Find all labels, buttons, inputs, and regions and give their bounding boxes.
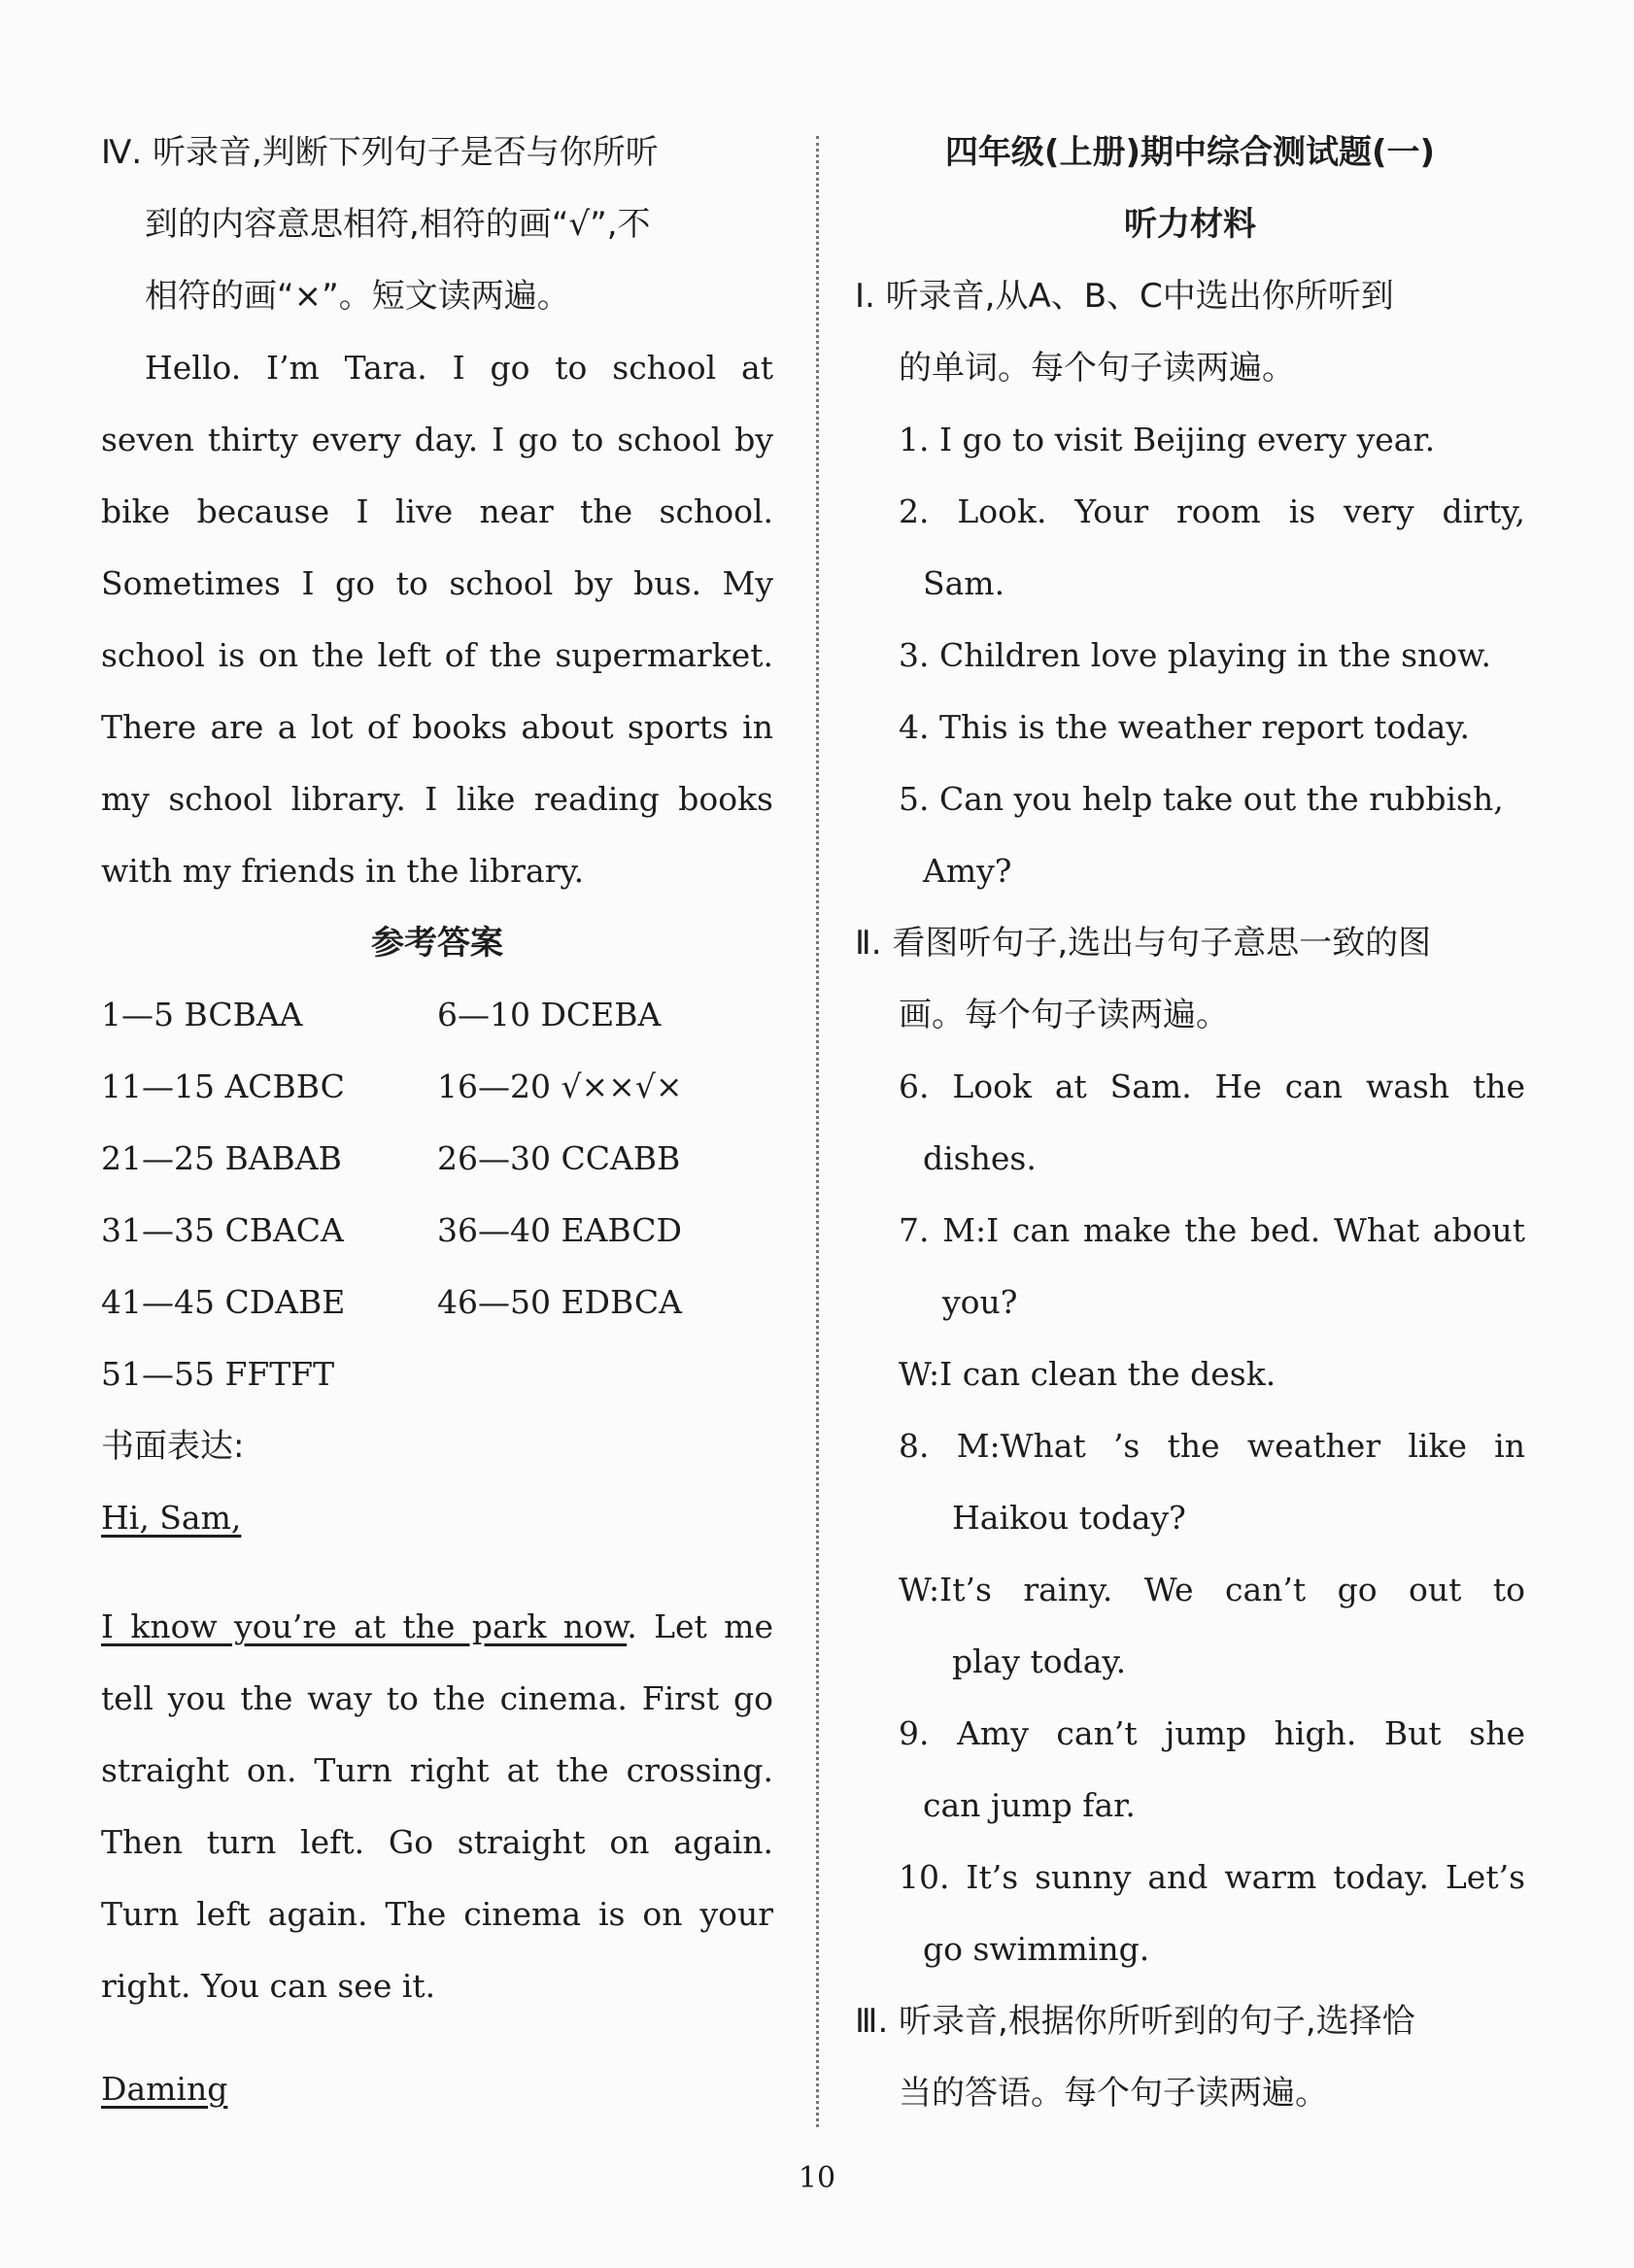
passage-line: my school library. I like reading books (101, 780, 773, 818)
answer-cell: 16—20 √××√× (437, 1067, 683, 1105)
section4-instruction: 相符的画“×”。短文读两遍。 (145, 277, 570, 316)
letter-line: Then turn left. Go straight on again. (101, 1823, 773, 1861)
letter-underlined-phrase: I know you’re at the park now (101, 1608, 628, 1645)
listening-item-cont: Sam. (923, 564, 1005, 602)
spacer (101, 1554, 773, 1591)
passage-line: Hello. I’m Tara. I go to school at (145, 349, 773, 387)
letter-line: tell you the way to the cinema. First go (101, 1679, 773, 1717)
answer-row (101, 1338, 773, 1410)
listening-item: 4. This is the weather report today. (899, 708, 1470, 746)
passage-line: Sometimes I go to school by bus. My (101, 564, 773, 602)
section2-instruction: Ⅱ. 看图听句子,选出与句子意思一致的图 (855, 924, 1432, 963)
listening-item-cont: you? (942, 1283, 1018, 1321)
listening-item: 7. M:I can make the bed. What about (899, 1211, 1525, 1249)
letter-line: Turn left again. The cinema is on your (101, 1895, 773, 1933)
greeting-line (101, 1482, 773, 1554)
answer-cell: 6—10 DCEBA (437, 996, 662, 1033)
answer-cell: 11—15 ACBBC (101, 1067, 345, 1105)
answer-row (101, 1267, 773, 1338)
answer-cell: 31—35 CBACA (101, 1211, 344, 1249)
section2-instruction: 画。每个句子读两遍。 (899, 996, 1229, 1034)
test-title: 四年级(上册)期中综合测试题(一) (944, 133, 1436, 172)
letter-line (101, 1591, 773, 1663)
writing-label: 书面表达: (101, 1427, 245, 1466)
spacer (101, 2022, 773, 2053)
listening-item: 5. Can you help take out the rubbish, (899, 780, 1504, 818)
listening-item: 3. Children love playing in the snow. (899, 636, 1491, 674)
answer-cell: 1—5 BCBAA (101, 996, 303, 1033)
column-divider (816, 136, 819, 2127)
section1-instruction: Ⅰ. 听录音,从A、B、C中选出你所听到 (855, 277, 1394, 316)
letter-line: straight on. Turn right at the crossing. (101, 1751, 773, 1789)
listening-item: 10. It’s sunny and warm today. Let’s (899, 1858, 1525, 1896)
listening-item-cont: W:I can clean the desk. (899, 1355, 1277, 1393)
section3-instruction: Ⅲ. 听录音,根据你所听到的句子,选择恰 (855, 2002, 1415, 2041)
answer-cell (437, 1338, 773, 1410)
answer-row (101, 1123, 773, 1195)
answer-cell: 36—40 EABCD (437, 1211, 682, 1249)
listening-item: 2. Look. Your room is very dirty, (899, 492, 1525, 530)
answer-cell: 21—25 BABAB (101, 1139, 342, 1177)
left-column (101, 117, 773, 2125)
section4-instruction: Ⅳ. 听录音,判断下列句子是否与你所听 (101, 133, 659, 172)
listening-item: 6. Look at Sam. He can wash the (899, 1067, 1525, 1105)
passage-line: There are a lot of books about sports in (101, 708, 773, 746)
listening-item-cont: Amy? (923, 852, 1012, 890)
test-subtitle: 听力材料 (1124, 205, 1256, 244)
answer-row (101, 979, 773, 1051)
letter-line: right. You can see it. (101, 1967, 436, 2005)
answer-cell: 26—30 CCABB (437, 1139, 681, 1177)
section1-instruction: 的单词。每个句子读两遍。 (899, 349, 1295, 388)
section3-instruction: 当的答语。每个句子读两遍。 (899, 2074, 1328, 2113)
right-column (855, 117, 1525, 2129)
letter-line-rest: . Let me (627, 1608, 773, 1645)
listening-item-cont: Haikou today? (952, 1499, 1186, 1537)
letter-greeting: Hi, Sam, (101, 1499, 242, 1537)
answer-cell: 46—50 EDBCA (437, 1283, 682, 1321)
page-number: 10 (798, 2161, 836, 2195)
listening-item-cont: W:It’s rainy. We can’t go out to (899, 1571, 1525, 1608)
listening-item: 1. I go to visit Beijing every year. (899, 421, 1436, 458)
listening-item-cont: dishes. (923, 1139, 1037, 1177)
listening-item: 9. Amy can’t jump high. But she (899, 1714, 1525, 1752)
letter-signature: Daming (101, 2070, 228, 2108)
section4-instruction: 到的内容意思相符,相符的画“√”,不 (145, 205, 651, 244)
passage-line: school is on the left of the supermarket. (101, 636, 773, 674)
listening-item-cont: go swimming. (923, 1930, 1150, 1968)
answer-cell: 41—45 CDABE (101, 1283, 346, 1321)
listening-item: 8. M:What ’s the weather like in (899, 1427, 1525, 1465)
listening-item-cont: can jump far. (923, 1786, 1136, 1824)
answer-cell: 51—55 FFTFT (101, 1355, 335, 1393)
answer-row (101, 1051, 773, 1123)
listening-item-cont: play today. (952, 1642, 1127, 1680)
answers-heading: 参考答案 (371, 924, 503, 963)
passage-line: with my friends in the library. (101, 852, 585, 890)
passage-line: seven thirty every day. I go to school by (101, 421, 773, 458)
answer-row (101, 1195, 773, 1267)
signature-line (101, 2053, 773, 2125)
passage-line: bike because I live near the school. (101, 492, 773, 530)
